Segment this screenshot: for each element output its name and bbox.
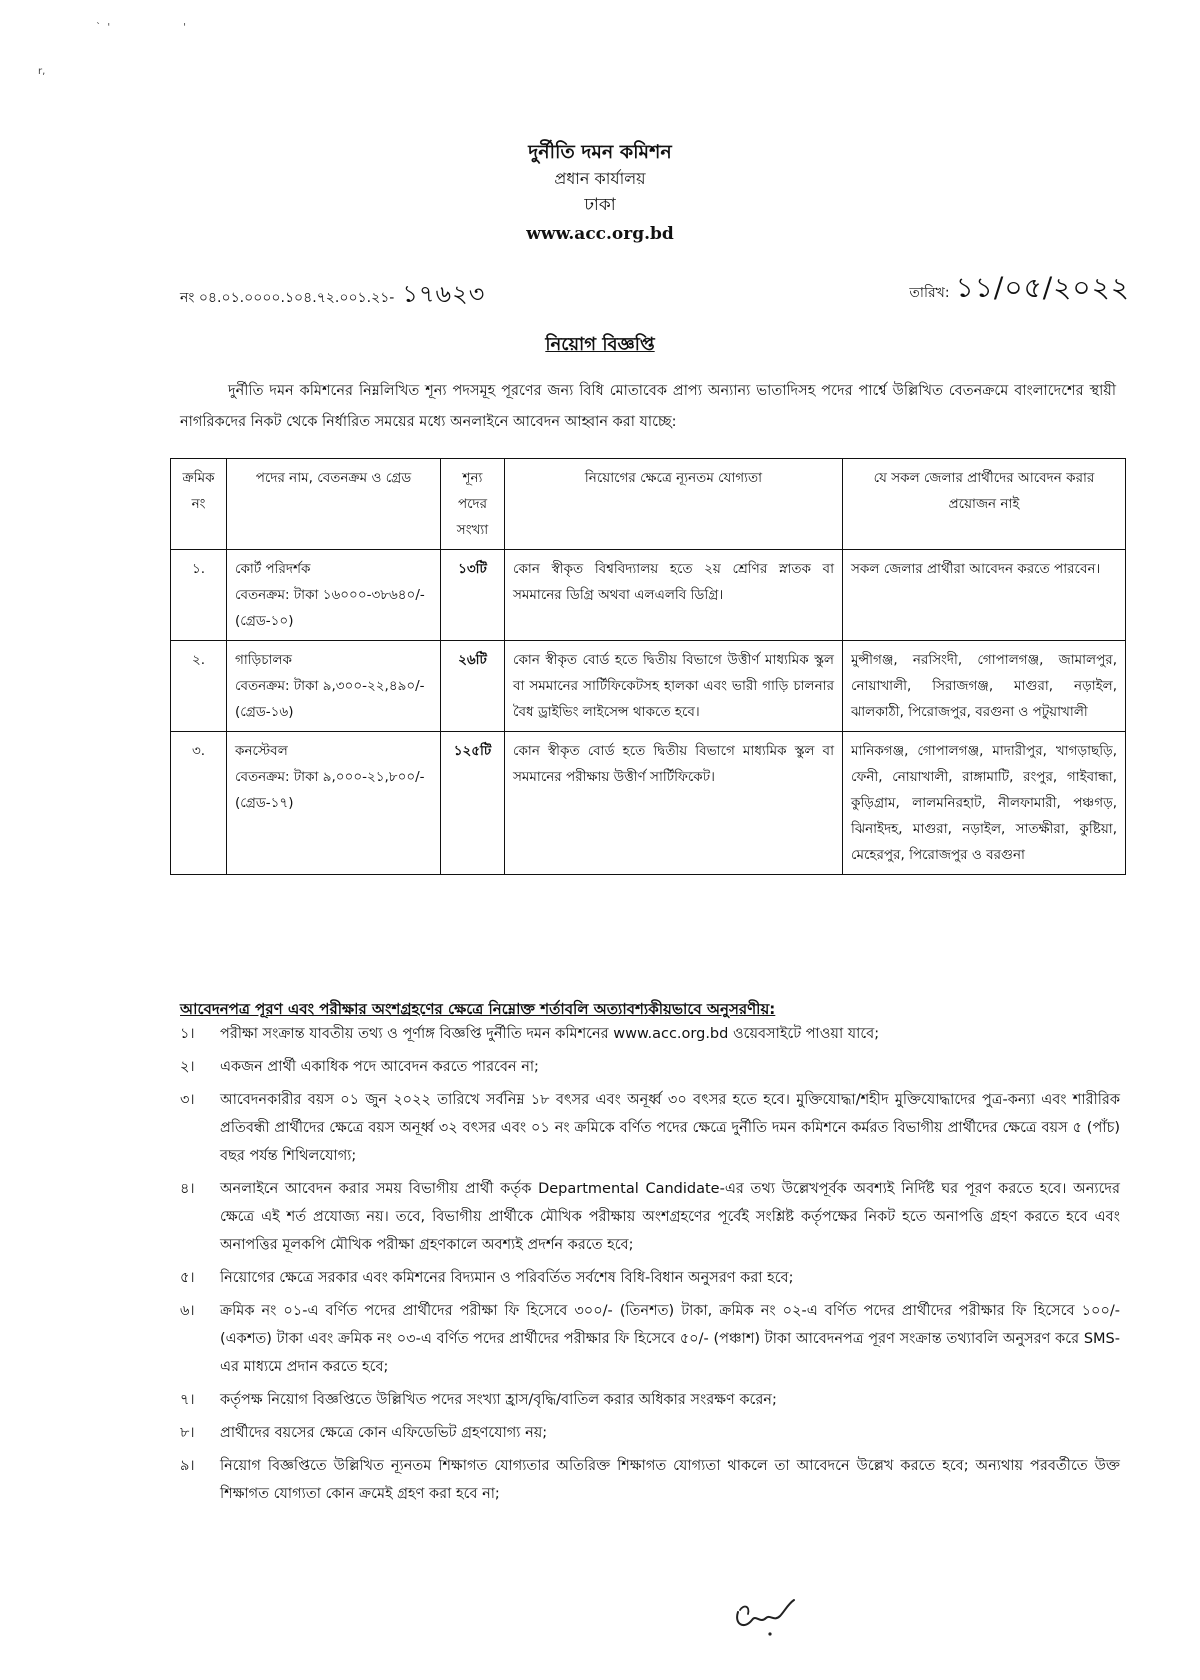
condition-number: ৮। <box>180 1425 195 1441</box>
condition-text: নিয়োগের ক্ষেত্রে সরকার এবং কমিশনের বিদ্যমান ও পরিবর্তিত সর্বশেষ বিধি-বিধান অনুসরণ করা হবে; <box>220 1270 794 1286</box>
row-vacancies: ১৩টি <box>441 550 505 641</box>
row-districts: মানিকগঞ্জ, গোপালগঞ্জ, মাদারীপুর, খাগড়াছড়ি, ফেনী, নোয়াখালী, রাঙ্গামাটি, রংপুর, গাইবান্ধা, কুড়িগ্রাম, লালমনিরহাট, নীলফামারী, পঞ্চগড়, ঝিনাইদহ, মাগুরা, নড়াইল, সাতক্ষীরা, কুষ্টিয়া, মেহেরপুর, পিরোজপুর ও বরগুনা <box>843 732 1126 875</box>
letterhead <box>0 138 1200 250</box>
col-serial: ক্রমিক নং <box>171 459 227 550</box>
row-post <box>227 550 441 641</box>
row-post <box>227 732 441 875</box>
condition-text: প্রার্থীদের বয়সের ক্ষেত্রে কোন এফিডেভিট গ্রহণযোগ্য নয়; <box>220 1425 548 1441</box>
website: www.acc.org.bd <box>526 224 674 244</box>
condition-number: ৭। <box>180 1392 195 1408</box>
date-label: তারিখ: <box>909 285 950 301</box>
condition-item <box>170 1264 1120 1292</box>
row-post <box>227 641 441 732</box>
condition-item <box>170 1419 1120 1447</box>
condition-number: ৬। <box>180 1303 195 1319</box>
memo-number <box>180 276 485 316</box>
intro-paragraph: দুর্নীতি দমন কমিশনের নিম্নলিখিত শূন্য পদসমূহ পূরণের জন্য বিধি মোতাবেক প্রাপ্য অন্যান্য ভাতাদিসহ পদের পার্শ্বে উল্লিখিত বেতনক্রমে বাংলাদেশের স্থায়ী নাগরিকদের নিকট থেকে নির্ধারিত সময়ের মধ্যে অনলাইনে আবেদন আহ্বান করা যাচ্ছে: <box>180 383 1116 430</box>
table-row <box>171 550 1126 641</box>
city-name: ঢাকা <box>584 195 616 215</box>
notice-title: নিয়োগ বিজ্ঞপ্তি <box>545 334 655 355</box>
condition-text: নিয়োগ বিজ্ঞপ্তিতে উল্লিখিত ন্যূনতম শিক্ষাগত যোগ্যতার অতিরিক্ত শিক্ষাগত যোগ্যতা থাকলে তা আবেদনে উল্লেখ করতে হবে; অন্যথায় পরবর্তীতে উক্ত শিক্ষাগত যোগ্যতা কোন ক্রমেই গ্রহণ করা হবে না; <box>220 1458 1120 1502</box>
condition-item <box>170 1020 1120 1048</box>
row-serial: ২. <box>171 641 227 732</box>
signature <box>730 1590 800 1640</box>
posts-table <box>170 458 1126 875</box>
row-serial: ৩. <box>171 732 227 875</box>
row-serial: ১. <box>171 550 227 641</box>
date-handwritten: ১১/০৫/২০২২ <box>955 271 1130 304</box>
row-vacancies: ২৬টি <box>441 641 505 732</box>
condition-number: ২। <box>180 1059 195 1075</box>
condition-number: ৪। <box>180 1181 195 1197</box>
condition-item <box>170 1297 1120 1381</box>
post-name: গাড়িচালক <box>235 652 292 668</box>
condition-item <box>170 1386 1120 1414</box>
row-qualification: কোন স্বীকৃত বোর্ড হতে দ্বিতীয় বিভাগে মাধ্যমিক স্কুল বা সমমানের পরীক্ষায় উত্তীর্ণ সার্টিফিকেট। <box>505 732 843 875</box>
condition-number: ৩। <box>180 1092 195 1108</box>
pay-scale: বেতনক্রম: টাকা ৯,৩০০-২২,৪৯০/- (গ্রেড-১৬) <box>235 678 425 720</box>
post-name: কোর্ট পরিদর্শক <box>235 561 311 577</box>
scan-specks: ` ' ' <box>96 22 186 33</box>
col-qualification: নিয়োগের ক্ষেত্রে ন্যূনতম যোগ্যতা <box>505 459 843 550</box>
condition-item <box>170 1053 1120 1081</box>
condition-text: পরীক্ষা সংক্রান্ত যাবতীয় তথ্য ও পূর্ণাঙ্গ বিজ্ঞপ্তি দুর্নীতি দমন কমিশনের www.acc.org.bd ওয়েবসাইটে পাওয়া যাবে; <box>220 1026 880 1042</box>
condition-text: কর্তৃপক্ষ নিয়োগ বিজ্ঞপ্তিতে উল্লিখিত পদের সংখ্যা হ্রাস/বৃদ্ধি/বাতিল করার অধিকার সংরক্ষণ করেন; <box>220 1392 777 1408</box>
condition-text: আবেদনকারীর বয়স ০১ জুন ২০২২ তারিখে সর্বনিম্ন ১৮ বৎসর এবং অনূর্ধ্ব ৩০ বৎসর হতে হবে। মুক্তিযোদ্ধা/শহীদ মুক্তিযোদ্ধাদের পুত্র-কন্যা এবং শারীরিক প্রতিবন্ধী প্রার্থীদের ক্ষেত্রে বয়স অনূর্ধ্ব ৩২ বৎসর এবং ০১ নং ক্রমিকে বর্ণিত পদের ক্ষেত্রে দুর্নীতি দমন কমিশনে কর্মরত বিভাগীয় প্রার্থীদের ক্ষেত্রে বয়স ৫ (পাঁচ) বছর পর্যন্ত শিথিলযোগ্য; <box>220 1092 1120 1164</box>
condition-number: ১। <box>180 1026 195 1042</box>
row-districts: সকল জেলার প্রার্থীরা আবেদন করতে পারবেন। <box>843 550 1126 641</box>
org-name: দুর্নীতি দমন কমিশন <box>528 141 672 163</box>
memo-row <box>180 262 1130 306</box>
row-qualification: কোন স্বীকৃত বোর্ড হতে দ্বিতীয় বিভাগে উত্তীর্ণ মাধ্যমিক স্কুল বা সমমানের সার্টিফিকেটসহ হালকা এবং ভারী গাড়ি চালনার বৈধ ড্রাইভিং লাইসেন্স থাকতে হবে। <box>505 641 843 732</box>
condition-text: একজন প্রার্থী একাধিক পদে আবেদন করতে পারবেন না; <box>220 1059 539 1075</box>
memo-number-handwritten: ১৭৬২৩ <box>402 280 486 308</box>
memo-date <box>909 266 1130 313</box>
col-post: পদের নাম, বেতনক্রম ও গ্রেড <box>227 459 441 550</box>
condition-item <box>170 1452 1120 1508</box>
pay-scale: বেতনক্রম: টাকা ১৬০০০-৩৮৬৪০/- (গ্রেড-১০) <box>235 587 425 629</box>
condition-text: ক্রমিক নং ০১-এ বর্ণিত পদের প্রার্থীদের পরীক্ষা ফি হিসেবে ৩০০/- (তিনশত) টাকা, ক্রমিক নং ০২-এ বর্ণিত পদের প্রার্থীদের পরীক্ষার ফি হিসেবে ১০০/- (একশত) টাকা এবং ক্রমিক নং ০৩-এ বর্ণিত পদের প্রার্থীদের পরীক্ষার ফি হিসেবে ৫০/- (পঞ্চাশ) টাকা আবেদনপত্র পূরণ সংক্রান্ত তথ্যাবলি অনুসরণ করে SMS-এর মাধ্যমে প্রদান করতে হবে; <box>220 1303 1120 1375</box>
row-districts: মুন্সীগঞ্জ, নরসিংদী, গোপালগঞ্জ, জামালপুর, নোয়াখালী, সিরাজগঞ্জ, মাগুরা, নড়াইল, ঝালকাঠী, পিরোজপুর, বরগুনা ও পটুয়াখালী <box>843 641 1126 732</box>
condition-number: ৯। <box>180 1458 195 1474</box>
row-vacancies: ১২৫টি <box>441 732 505 875</box>
conditions-heading: আবেদনপত্র পূরণ এবং পরীক্ষার অংশগ্রহণের ক্ষেত্রে নিম্নোক্ত শর্তাবলি অত্যাবশ্যকীয়ভাবে অনুসরণীয়: <box>180 1000 776 1018</box>
scan-specks-2: r, <box>38 66 46 77</box>
table-row <box>171 641 1126 732</box>
row-qualification: কোন স্বীকৃত বিশ্ববিদ্যালয় হতে ২য় শ্রেণির স্নাতক বা সমমানের ডিগ্রি অথবা এলএলবি ডিগ্রি। <box>505 550 843 641</box>
table-row <box>171 732 1126 875</box>
office-name: প্রধান কার্যালয় <box>554 169 646 188</box>
condition-item <box>170 1175 1120 1259</box>
condition-number: ৫। <box>180 1270 195 1286</box>
condition-item <box>170 1086 1120 1170</box>
col-districts: যে সকল জেলার প্রার্থীদের আবেদন করার প্রয়োজন নাই <box>843 459 1126 550</box>
table-header-row <box>171 459 1126 550</box>
condition-text: অনলাইনে আবেদন করার সময় বিভাগীয় প্রার্থী কর্তৃক Departmental Candidate-এর তথ্য উল্লেখপূর্বক অবশ্যই নির্দিষ্ট ঘর পূরণ করতে হবে। অন্যদের ক্ষেত্রে এই শর্ত প্রযোজ্য নয়। তবে, বিভাগীয় প্রার্থীকে মৌখিক পরীক্ষায় অংশগ্রহণের পূর্বেই সংশ্লিষ্ট কর্তৃপক্ষের নিকট হতে অনাপত্তি গ্রহণ করতে হবে এবং অনাপত্তির মূলকপি মৌখিক পরীক্ষা গ্রহণকালে অবশ্যই প্রদর্শন করতে হবে; <box>220 1181 1120 1253</box>
col-vacancies: শূন্য পদের সংখ্যা <box>441 459 505 550</box>
conditions-list <box>170 1020 1120 1513</box>
pay-scale: বেতনক্রম: টাকা ৯,০০০-২১,৮০০/- (গ্রেড-১৭) <box>235 769 425 811</box>
post-name: কনস্টেবল <box>235 743 288 759</box>
memo-number-text: নং ০৪.০১.০০০০.১০৪.৭২.০০১.২১- <box>180 290 395 306</box>
